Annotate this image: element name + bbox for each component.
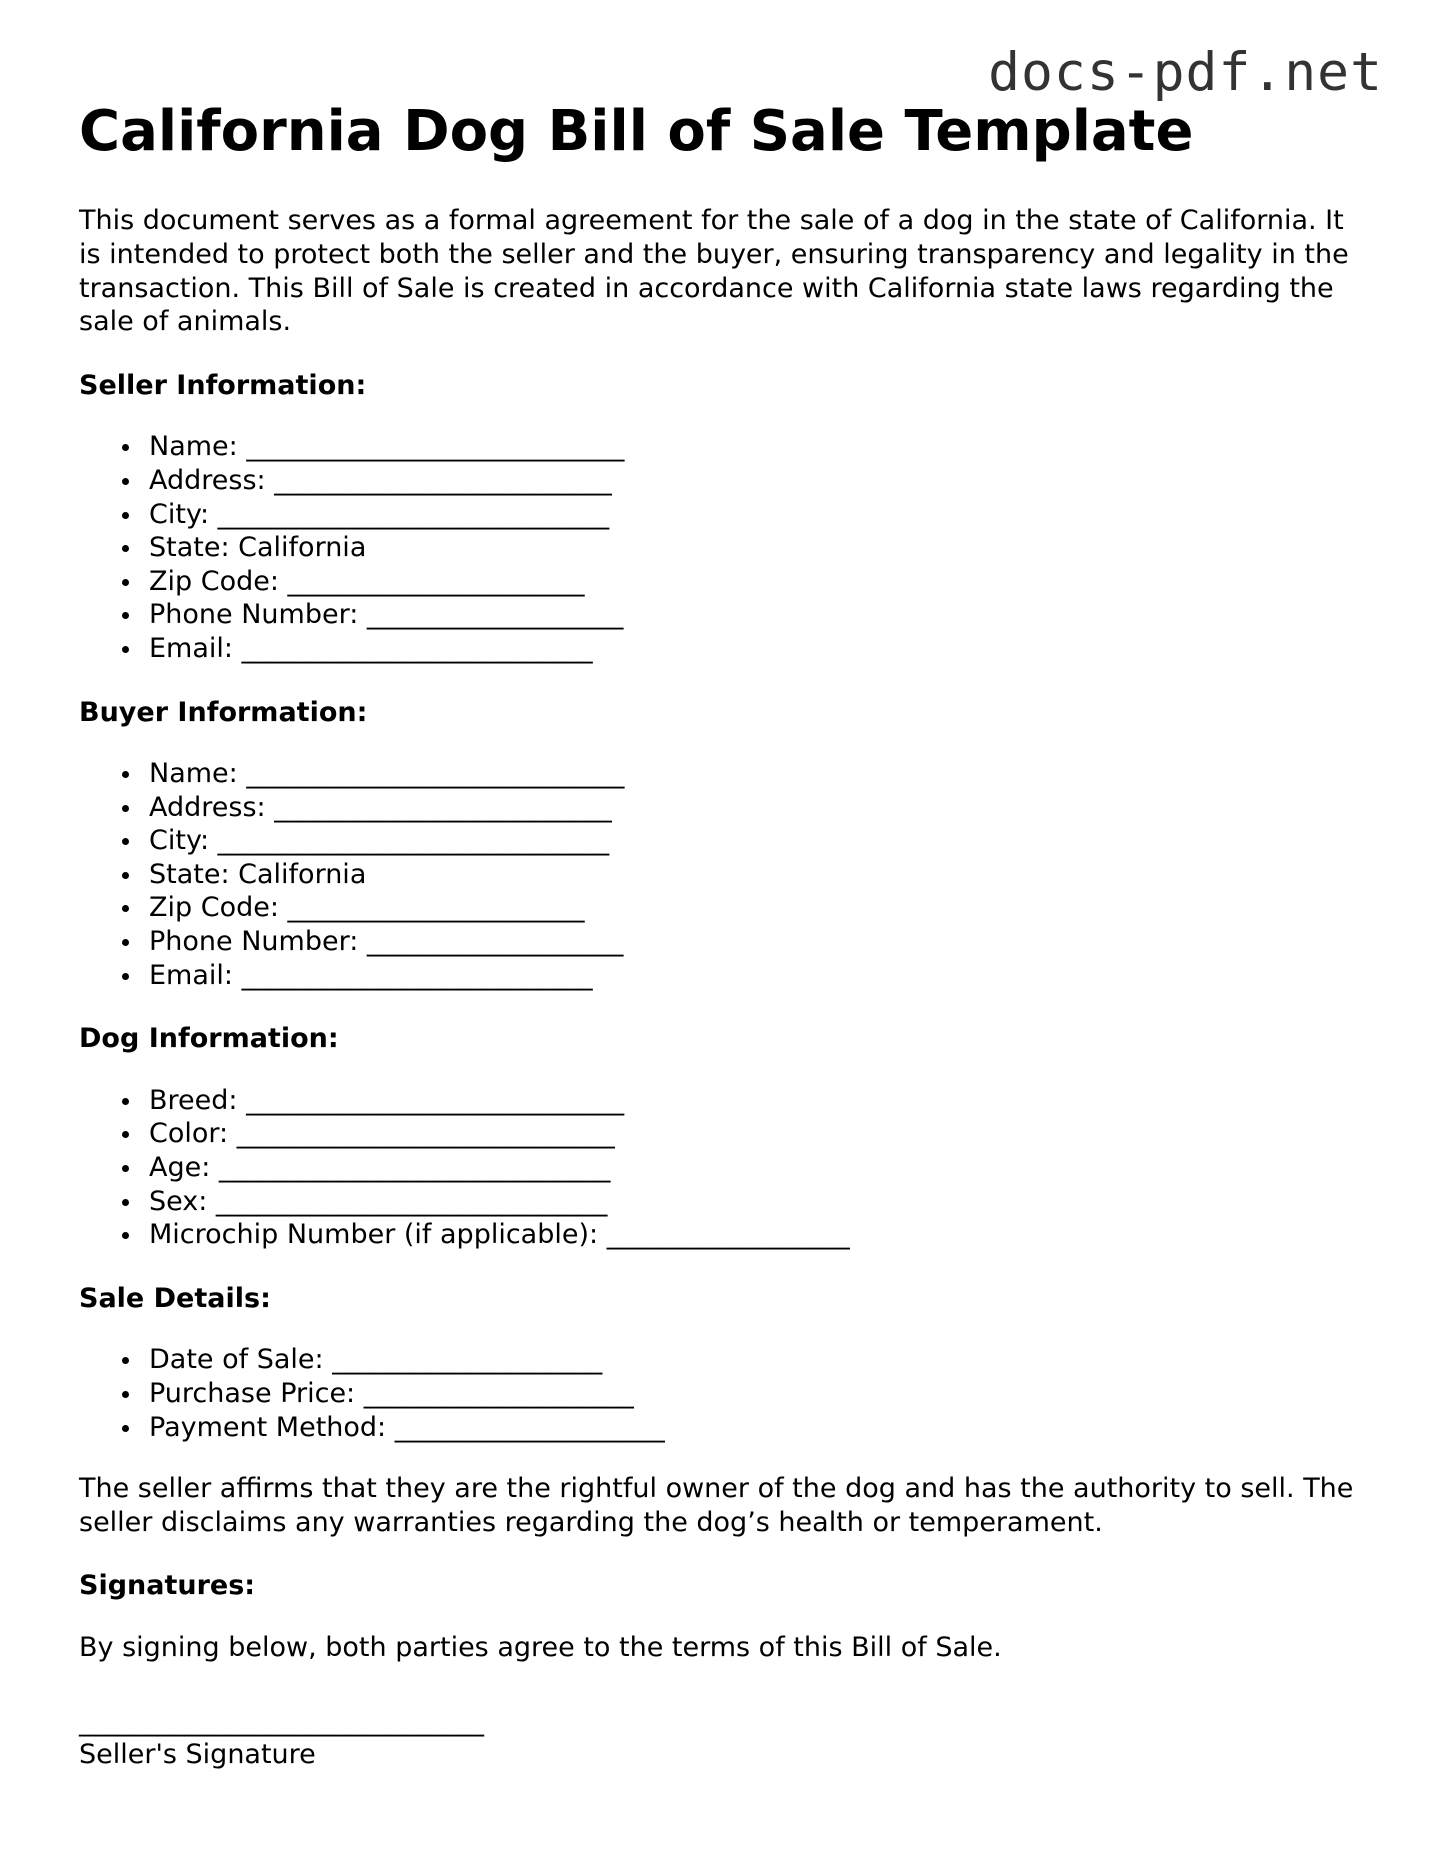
buyer-email-field[interactable]: Email: __________________________ xyxy=(149,959,1379,993)
seller-phone-field[interactable]: Phone Number: ___________________ xyxy=(149,598,1379,632)
sale-payment-field[interactable]: Payment Method: ____________________ xyxy=(149,1411,1379,1445)
sale-heading: Sale Details: xyxy=(79,1282,271,1314)
dog-list xyxy=(79,1084,1379,1252)
buyer-list xyxy=(79,757,1379,992)
dog-microchip-field[interactable]: Microchip Number (if applicable): __________________ xyxy=(149,1218,1379,1252)
watermark: docs-pdf.net xyxy=(988,42,1383,103)
dog-sex-field[interactable]: Sex: _____________________________ xyxy=(149,1185,1379,1219)
seller-address-field[interactable]: Address: _________________________ xyxy=(149,464,1379,498)
dog-age-field[interactable]: Age: _____________________________ xyxy=(149,1151,1379,1185)
sale-list xyxy=(79,1343,1379,1444)
document-title: California Dog Bill of Sale Template xyxy=(79,99,1194,164)
affirmation-paragraph: The seller affirms that they are the rightful owner of the dog and has the authority to sell. The seller disclaims any warranties regarding the dog’s health or temperament. xyxy=(79,1473,1354,1538)
signatures-statement: By signing below, both parties agree to the terms of this Bill of Sale. xyxy=(79,1631,1002,1663)
signatures-heading: Signatures: xyxy=(79,1570,256,1602)
seller-heading: Seller Information: xyxy=(79,369,367,401)
seller-zip-field[interactable]: Zip Code: ______________________ xyxy=(149,565,1379,599)
sale-date-field[interactable]: Date of Sale: ____________________ xyxy=(149,1343,1379,1377)
buyer-name-field[interactable]: Name: ____________________________ xyxy=(149,757,1379,791)
seller-email-field[interactable]: Email: __________________________ xyxy=(149,632,1379,666)
buyer-zip-field[interactable]: Zip Code: ______________________ xyxy=(149,891,1379,925)
intro-paragraph: This document serves as a formal agreement for the sale of a dog in the state of California. It is intended to protect both the seller and the buyer, ensuring transparency and legality in the transaction. This Bill of Sale is created in accordance with California state laws regarding the sale of animals. xyxy=(79,205,1349,338)
dog-color-field[interactable]: Color: ____________________________ xyxy=(149,1117,1379,1151)
seller-signature-label: Seller's Signature xyxy=(79,1739,316,1771)
seller-signature-line[interactable]: ______________________________ xyxy=(79,1705,484,1737)
buyer-state-field: State: California xyxy=(149,858,1379,892)
sale-price-field[interactable]: Purchase Price: ____________________ xyxy=(149,1377,1379,1411)
buyer-city-field[interactable]: City: _____________________________ xyxy=(149,824,1379,858)
dog-breed-field[interactable]: Breed: ____________________________ xyxy=(149,1084,1379,1118)
dog-heading: Dog Information: xyxy=(79,1023,339,1055)
buyer-heading: Buyer Information: xyxy=(79,696,368,728)
buyer-address-field[interactable]: Address: _________________________ xyxy=(149,791,1379,825)
seller-city-field[interactable]: City: _____________________________ xyxy=(149,498,1379,532)
seller-name-field[interactable]: Name: ____________________________ xyxy=(149,430,1379,464)
seller-state-field: State: California xyxy=(149,531,1379,565)
document-page xyxy=(79,100,1379,1772)
buyer-phone-field[interactable]: Phone Number: ___________________ xyxy=(149,925,1379,959)
seller-list xyxy=(79,430,1379,665)
